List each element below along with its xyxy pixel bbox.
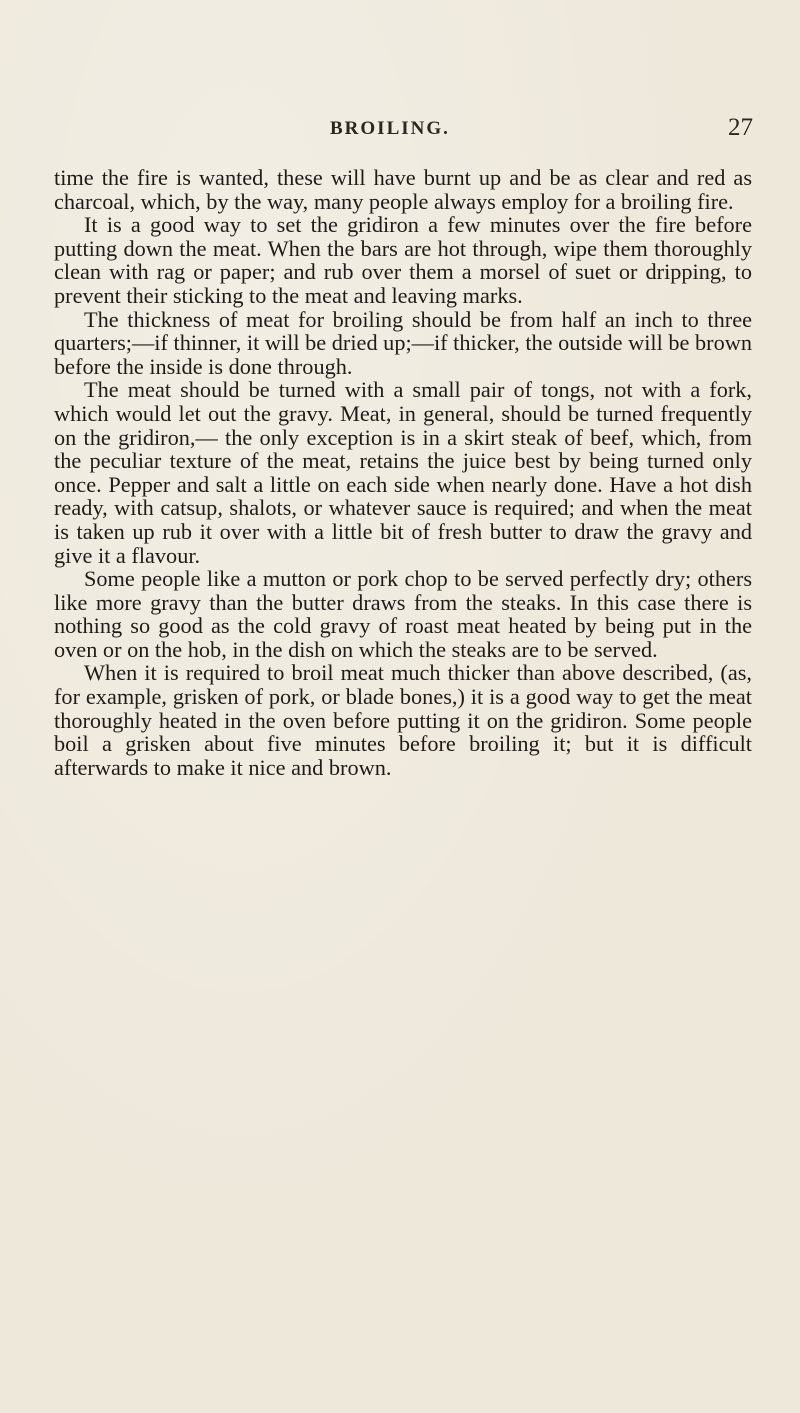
paragraph-serving-gravy: Some people like a mutton or pork chop to be served perfectly dry; others like more gravy than the butter draws from the steaks. In this case there is nothing so good as the cold gravy of roast meat heated by being put in the oven or on the hob, in the dish on which the steaks are to be served. (54, 566, 752, 662)
paragraph-gridiron-preparation: It is a good way to set the gridiron a few minutes over the fire before putting down the meat. When the bars are hot through, wipe them thoroughly clean with rag or paper; and rub over them a morsel of suet or dripping, to prevent their sticking to the meat and leaving marks. (54, 212, 752, 308)
running-title: BROILING. (330, 118, 450, 139)
paragraph-continuation: time the fire is wanted, these will have burnt up and be as clear and red as charcoal, which, by the way, many people always employ for a broiling fire. (54, 165, 752, 214)
body-text (54, 166, 752, 779)
paragraph-turning-meat: The meat should be turned with a small pair of tongs, not with a fork, which would let out the gravy. Meat, in general, should be turned frequently on the gridiron,— the only exception is in a skirt steak of beef, which, from the peculiar texture of the meat, retains the juice best by being turned only once. Pepper and salt a little on each side when nearly done. Have a hot dish ready, with catsup, shalots, or whatever sauce is required; and when the meat is taken up rub it over with a little bit of fresh butter to draw the gravy and give it a flavour. (54, 377, 752, 568)
paragraph-thick-meat: When it is required to broil meat much thicker than above described, (as, for example, grisken of pork, or blade bones,) it is a good way to get the meat thoroughly heated in the oven before putting it on the gridiron. Some people boil a grisken about five minutes before broiling it; but it is difficult afterwards to make it nice and brown. (54, 660, 752, 780)
running-head (0, 114, 800, 148)
page-number: 27 (728, 114, 753, 141)
paragraph-meat-thickness: The thickness of meat for broiling should be from half an inch to three quarters;—if thinner, it will be dried up;—if thicker, the outside will be brown before the inside is done through. (54, 306, 752, 379)
